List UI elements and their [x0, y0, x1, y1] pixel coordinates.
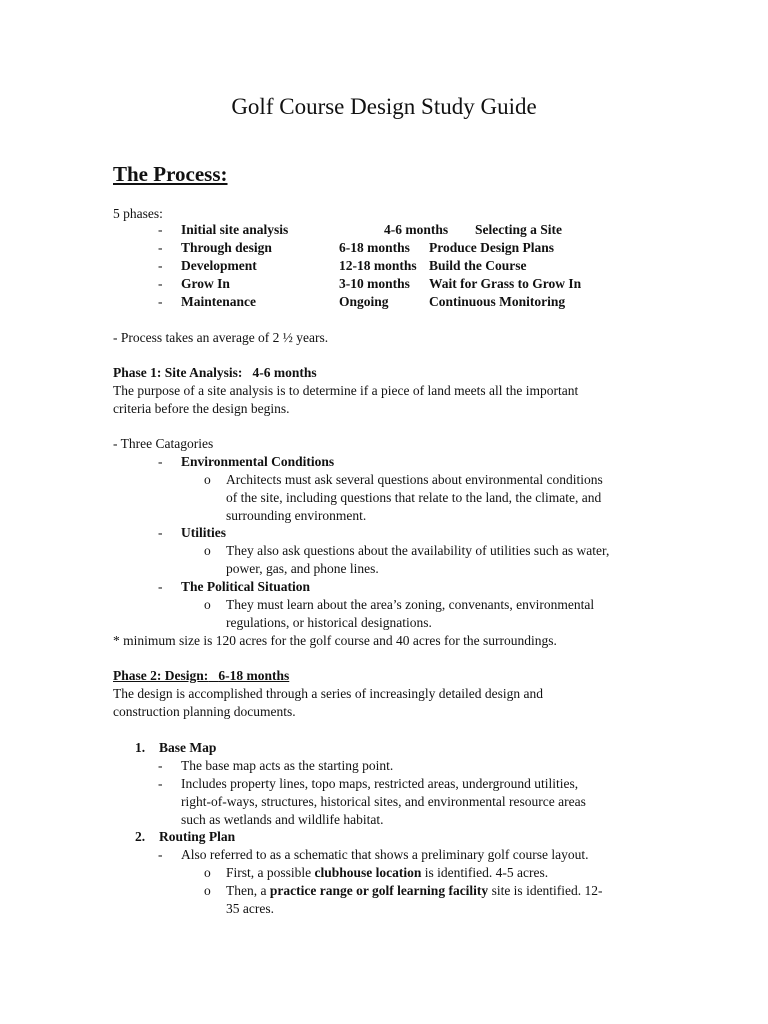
category-label: The Political Situation: [181, 579, 311, 594]
categories-intro: - Three Catagories: [113, 436, 214, 451]
bullet-dash: -: [158, 276, 163, 291]
page-title: Golf Course Design Study Guide: [231, 94, 537, 119]
phase-goal: Selecting a Site: [475, 222, 562, 237]
category-detail-line: surrounding environment.: [226, 508, 367, 523]
phase-duration: 6-18 months: [339, 240, 410, 255]
phase-goal: Build the Course: [429, 258, 527, 273]
category-label: Utilities: [181, 525, 226, 540]
phase1-paragraph-line: criteria before the design begins.: [113, 401, 290, 416]
phase-name: Initial site analysis: [181, 222, 289, 237]
phases-intro: 5 phases:: [113, 206, 163, 221]
phase-name: Through design: [181, 240, 272, 255]
sub-point-text: site is identified. 12-: [491, 883, 603, 898]
phase-duration: 4-6 months: [384, 222, 449, 237]
bullet-dash: -: [158, 758, 163, 773]
category-detail-line: They also ask questions about the availability of utilities such as water,: [226, 543, 610, 558]
phase1-heading: [113, 364, 317, 382]
item-number: 1.: [135, 740, 146, 755]
phase-goal: Wait for Grass to Grow In: [429, 276, 582, 291]
phase-name: Maintenance: [181, 294, 256, 309]
category-detail-line: Architects must ask several questions about environmental conditions: [226, 472, 603, 487]
category-detail-line: They must learn about the area’s zoning, convenants, environmental: [226, 597, 595, 612]
item-point-line: Also referred to as a schematic that shows a preliminary golf course layout.: [181, 847, 589, 862]
phase1-heading-label: Phase 1: Site Analysis:: [113, 365, 243, 380]
bullet-dash: -: [158, 776, 163, 791]
item-point-line: The base map acts as the starting point.: [181, 758, 394, 773]
sub-point-emphasis: clubhouse location: [314, 865, 422, 880]
category-detail-line: of the site, including questions that relate to the land, the climate, and: [226, 490, 602, 505]
bullet-circle: o: [204, 883, 211, 898]
sub-point-first: [226, 864, 548, 882]
bullet-dash: -: [158, 579, 163, 594]
bullet-dash: -: [158, 525, 163, 540]
sub-point-then: [226, 882, 603, 900]
phase-name: Development: [181, 258, 257, 273]
phase2-paragraph-line: construction planning documents.: [113, 704, 296, 719]
item-number: 2.: [135, 829, 146, 844]
process-average: - Process takes an average of 2 ½ years.: [113, 330, 329, 345]
phase2-paragraph-line: The design is accomplished through a series of increasingly detailed design and: [113, 686, 544, 701]
phase2-heading-label: Phase 2: Design:: [113, 668, 209, 683]
phase-duration: Ongoing: [339, 294, 389, 309]
item-point-line: Includes property lines, topo maps, restricted areas, underground utilities,: [181, 776, 579, 791]
phase-goal: Continuous Monitoring: [429, 294, 566, 309]
phase2-duration: 6-18 months: [218, 668, 290, 683]
bullet-dash: -: [158, 240, 163, 255]
bullet-dash: -: [158, 258, 163, 273]
phase-goal: Produce Design Plans: [429, 240, 555, 255]
bullet-dash: -: [158, 294, 163, 309]
sub-point-text: First, a possible: [226, 865, 312, 880]
bullet-dash: -: [158, 847, 163, 862]
phase1-duration: 4-6 months: [252, 365, 317, 380]
bullet-circle: o: [204, 543, 211, 558]
item-label: Routing Plan: [159, 829, 236, 844]
phase-duration: 3-10 months: [339, 276, 410, 291]
item-point-line: such as wetlands and wildlife habitat.: [181, 812, 384, 827]
process-heading: The Process:: [113, 162, 228, 186]
bullet-circle: o: [204, 472, 211, 487]
category-label: Environmental Conditions: [181, 454, 335, 469]
phase-name: Grow In: [181, 276, 230, 291]
item-label: Base Map: [159, 740, 217, 755]
phase-duration: 12-18 months: [339, 258, 417, 273]
minimum-size-note: * minimum size is 120 acres for the golf course and 40 acres for the surroundings.: [113, 633, 557, 648]
sub-point-emphasis: practice range or golf learning facility: [269, 883, 489, 898]
bullet-circle: o: [204, 865, 211, 880]
sub-point-text: 35 acres.: [226, 901, 274, 916]
phase2-heading: [113, 667, 289, 685]
category-detail-line: regulations, or historical designations.: [226, 615, 432, 630]
bullet-circle: o: [204, 597, 211, 612]
item-point-line: right-of-ways, structures, historical sites, and environmental resource areas: [181, 794, 586, 809]
sub-point-text: Then, a: [226, 883, 267, 898]
bullet-dash: -: [158, 222, 163, 237]
category-detail-line: power, gas, and phone lines.: [226, 561, 379, 576]
phase1-paragraph-line: The purpose of a site analysis is to determine if a piece of land meets all the important: [113, 383, 579, 398]
bullet-dash: -: [158, 454, 163, 469]
sub-point-text: is identified. 4-5 acres.: [424, 865, 549, 880]
